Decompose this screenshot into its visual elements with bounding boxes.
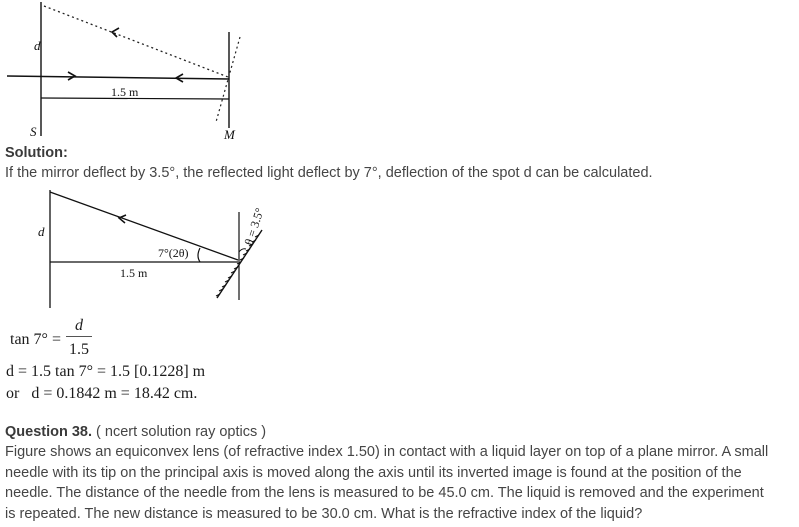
label-scale-S: S [30, 124, 37, 139]
label-d: d [38, 224, 45, 239]
question-body [5, 442, 799, 524]
equation-numerator: d [66, 316, 92, 337]
figure-deflection-diagram [20, 190, 280, 310]
question-line: needle with its tip on the principal axis is moved along the axis until its inverted image is found at the position of the [5, 464, 742, 481]
solution-heading: Solution: [5, 145, 68, 161]
question-tag: ( ncert solution ray optics ) [92, 424, 267, 440]
equation-denominator: 1.5 [69, 341, 89, 358]
label-distance: 1.5 m [120, 266, 148, 280]
question-line: needle. The distance of the needle from the lens is measured to be 45.0 cm. The liquid is removed and the experiment [5, 485, 764, 501]
label-d: d [34, 38, 41, 53]
question-title: Question 38. [5, 424, 93, 440]
question-header [5, 422, 266, 442]
solution-text: If the mirror deflect by 3.5°, the reflected light deflect by 7°, deflection of the spot d can be calculated. [5, 165, 653, 181]
equation-line-2: d = 1.5 tan 7° = 1.5 [0.1228] m [6, 363, 206, 380]
question-line: is repeated. The new distance is measured to be 30.0 cm. What is the refractive index of the liquid? [5, 505, 643, 522]
label-distance: 1.5 m [111, 85, 139, 99]
question-line: Figure shows an equiconvex lens (of refractive index 1.50) in contact with a liquid layer on top of a plane mirror. A small [5, 444, 769, 460]
label-angle: 7°(2θ) [158, 246, 189, 260]
figure-scale-mirror-diagram [0, 0, 260, 145]
label-theta: θ = 3.5° [241, 206, 267, 247]
equation-line-3: or d = 0.1842 m = 18.42 cm. [6, 385, 198, 402]
equation-tan-lhs: tan 7° = [10, 331, 61, 348]
label-mirror-M: M [224, 127, 235, 142]
